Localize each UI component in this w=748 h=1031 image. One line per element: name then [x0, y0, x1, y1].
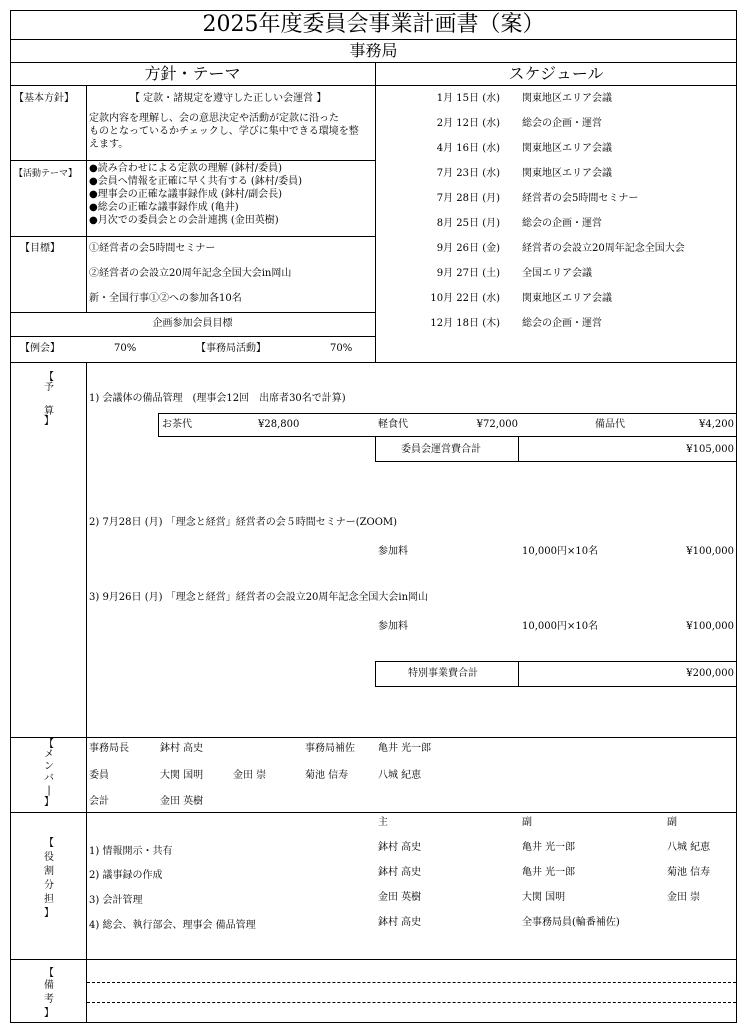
item3-fee-label: 参加料 [378, 621, 408, 632]
role-task: 3) 会計管理 [89, 895, 143, 906]
border-roles-bottom [10, 959, 737, 960]
meeting-value: 70% [114, 343, 137, 354]
subtotal2-value: ¥200,000 [686, 668, 734, 679]
schedule-date: 4月 16日 (水) [436, 143, 500, 154]
border-top-section-bottom [10, 362, 737, 363]
schedule-event: 経営者の会設立20周年記念全国大会 [522, 243, 685, 254]
notes-line[interactable] [87, 982, 736, 983]
item2-fee-value: ¥100,000 [686, 546, 734, 557]
role-main: 金田 英樹 [378, 892, 422, 903]
schedule-date: 9月 26日 (金) [436, 243, 500, 254]
tea-label: お茶代 [162, 419, 192, 430]
border-budget-bottom [10, 737, 737, 738]
item3-fee-value: ¥100,000 [686, 621, 734, 632]
schedule-event: 全国エリア会議 [522, 268, 592, 279]
roles-label-char: 割 [44, 866, 54, 877]
role-main: 鉢村 高史 [378, 917, 422, 928]
item2-fee-calc: 10,000円×10名 [522, 546, 599, 557]
members-label-char: 【 [44, 739, 54, 750]
committee-member-label: 委員 [89, 770, 109, 781]
schedule-date: 7月 23日 (水) [436, 168, 500, 179]
role-main: 鉢村 高史 [378, 867, 422, 878]
budget-item2-title: 2) 7月28日 (月) 「理念と経営」経営者の会５時間セミナー(ZOOM) [89, 517, 398, 528]
subtotal2-top [375, 661, 736, 662]
subtotal1-bottom [375, 461, 736, 462]
border-right [736, 10, 737, 1023]
activity-theme-item: ●理事会の正確な議事録作成 (鉢村/副会長) [89, 189, 283, 200]
item3-fee-calc: 10,000円×10名 [522, 621, 599, 632]
budget-row1-left [158, 413, 159, 437]
committee-member-name: 八城 紀恵 [378, 770, 422, 781]
office-activity-value: 70% [330, 343, 353, 354]
role-task: 1) 情報開示・共有 [89, 846, 173, 857]
schedule-date: 2月 12日 (水) [436, 118, 500, 129]
assistant-name: 亀井 光一郎 [378, 743, 432, 754]
subtotal2-label: 特別事業費合計 [408, 668, 478, 679]
roles-label-char: 分 [44, 880, 54, 891]
budget-item1-title: 1) 会議体の備品管理 (理事会12回 出席者30名で計算) [89, 393, 346, 404]
snack-value: ¥72,000 [476, 419, 518, 430]
accounting-label: 会計 [89, 796, 109, 807]
members-label-char: バ [44, 773, 54, 784]
border-title-bottom [10, 39, 737, 40]
subtotal1-value: ¥105,000 [686, 444, 734, 455]
committee-member-name: 菊池 信寿 [305, 770, 349, 781]
schedule-event: 関東地区エリア会議 [522, 143, 612, 154]
role-sub2: 金田 崇 [667, 892, 701, 903]
members-label-char: メ [44, 749, 54, 760]
border-goal-bottom [10, 312, 375, 313]
divider-label-column-bottom [86, 362, 87, 1023]
budget-label-char: 【 [44, 372, 54, 383]
subtotal1-left [375, 436, 376, 462]
basic-policy-line: ものとなっているかチェックし、学びに集中できる環境を整 [89, 126, 359, 137]
role-sub2: 八城 紀恵 [667, 842, 711, 853]
divider-label-column-top [86, 85, 87, 313]
schedule-event: 経営者の会5時間セミナー [522, 193, 639, 204]
schedule-date: 8月 25日 (月) [436, 218, 500, 229]
roles-label-char: 【 [44, 838, 54, 849]
office-activity-label: 【事務局活動】 [196, 343, 266, 354]
border-headers-bottom [10, 85, 737, 86]
border-members-bottom [10, 812, 737, 813]
subtotal1-label: 委員会運営費合計 [401, 444, 481, 455]
schedule-event: 総会の企画・運営 [522, 318, 602, 329]
budget-label-char: 】 [44, 416, 54, 427]
schedule-event: 関東地区エリア会議 [522, 93, 612, 104]
schedule-date: 7月 28日 (月) [436, 193, 500, 204]
border-partic-title-bottom [10, 336, 375, 337]
budget-row1-top [158, 413, 736, 414]
budget-item3-title: 3) 9月26日 (月) 「理念と経営」経営者の会設立20周年記念全国大会in岡山 [89, 592, 429, 603]
divider-policy-schedule [375, 62, 376, 363]
activity-theme-item: ●月次での委員会との会計連携 (金田英樹) [89, 215, 279, 226]
activity-theme-label: 【活動テーマ】 [14, 169, 78, 179]
notes-label-char: 考 [44, 994, 54, 1005]
members-label-char: 】 [44, 797, 54, 808]
schedule-date: 10月 22日 (水) [430, 293, 500, 304]
chief-name: 鉢村 高史 [160, 743, 204, 754]
committee-member-name: 金田 崇 [233, 770, 267, 781]
basic-policy-line: 定款内容を理解し、会の意思決定や活動が定款に沿った [89, 113, 339, 124]
chief-label: 事務局長 [89, 743, 129, 754]
role-sub2: 菊池 信寿 [667, 867, 711, 878]
roles-col-main: 主 [378, 817, 388, 828]
goal-item: ②経営者の会設立20周年記念全国大会in岡山 [89, 268, 292, 279]
activity-theme-item: ●読み合わせによる定款の理解 (鉢村/委員) [89, 163, 283, 174]
schedule-event: 関東地区エリア会議 [522, 293, 612, 304]
roles-col-sub1: 副 [522, 817, 532, 828]
budget-row1-bottom [158, 436, 736, 437]
members-label-char: | [47, 785, 51, 796]
notes-label-char: 備 [44, 980, 54, 991]
role-sub1: 全事務局員(輪番補佐) [522, 917, 620, 928]
budget-label-char: 予 [44, 382, 54, 393]
roles-label-char: 担 [44, 894, 54, 905]
basic-policy-line: えます。 [89, 139, 129, 150]
participation-title: 企画参加会員目標 [152, 318, 233, 329]
goal-item: ①経営者の会5時間セミナー [89, 243, 216, 254]
roles-label-char: 役 [44, 852, 54, 863]
budget-label-char: 算 [44, 406, 54, 417]
subtotal2-divider [518, 661, 519, 687]
border-top [10, 10, 737, 11]
tea-value: ¥28,800 [258, 419, 300, 430]
subtotal2-bottom [375, 686, 736, 687]
basic-policy-label: 【基本方針】 [14, 93, 74, 104]
activity-theme-item: ●会員へ情報を正確に早く共有する (鉢村/委員) [89, 176, 303, 187]
item2-fee-label: 参加料 [378, 546, 408, 557]
roles-col-sub2: 副 [667, 817, 677, 828]
notes-label-char: 【 [44, 968, 54, 979]
schedule-event: 関東地区エリア会議 [522, 168, 612, 179]
basic-policy-heading: 【 定款・諸規定を遵守した正しい会運営 】 [130, 93, 327, 104]
activity-theme-item: ●総会の正確な議事録作成 (亀井) [89, 202, 239, 213]
border-committee-bottom [10, 62, 737, 63]
supplies-value: ¥4,200 [699, 419, 734, 430]
schedule-date: 12月 18日 (木) [430, 318, 500, 329]
border-left [10, 10, 11, 1023]
document-title: 2025年度委員会事業計画書（案） [202, 12, 545, 37]
subtotal1-divider [518, 436, 519, 462]
snack-label: 軽食代 [378, 419, 408, 430]
goals-label: 【目標】 [20, 243, 60, 254]
role-task: 2) 議事録の作成 [89, 870, 163, 881]
meeting-label: 【例会】 [20, 343, 60, 354]
supplies-label: 備品代 [595, 419, 625, 430]
border-policy-bottom [10, 160, 375, 161]
notes-label-char: 】 [44, 1008, 54, 1019]
schedule-header: スケジュール [508, 64, 604, 83]
role-sub1: 亀井 光一郎 [522, 842, 576, 853]
role-main: 鉢村 高史 [378, 842, 422, 853]
schedule-date: 1月 15日 (水) [436, 93, 500, 104]
schedule-event: 総会の企画・運営 [522, 118, 602, 129]
assistant-label: 事務局補佐 [305, 743, 355, 754]
subtotal2-left [375, 661, 376, 687]
committee-name: 事務局 [349, 41, 398, 60]
accounting-name: 金田 英樹 [160, 796, 204, 807]
role-sub1: 亀井 光一郎 [522, 867, 576, 878]
goal-item: 新・全国行事①②への参加各10名 [89, 293, 242, 304]
members-label-char: ン [44, 761, 54, 772]
roles-label-char: 】 [44, 908, 54, 919]
border-theme-bottom [10, 236, 375, 237]
schedule-event: 総会の企画・運営 [522, 218, 602, 229]
schedule-date: 9月 27日 (土) [436, 268, 500, 279]
border-bottom [10, 1022, 737, 1023]
notes-line[interactable] [87, 1002, 736, 1003]
policy-header: 方針・テーマ [144, 64, 241, 83]
committee-member-name: 大関 国明 [160, 770, 204, 781]
role-sub1: 大関 国明 [522, 892, 566, 903]
role-task: 4) 総会、執行部会、理事会 備品管理 [89, 920, 256, 931]
